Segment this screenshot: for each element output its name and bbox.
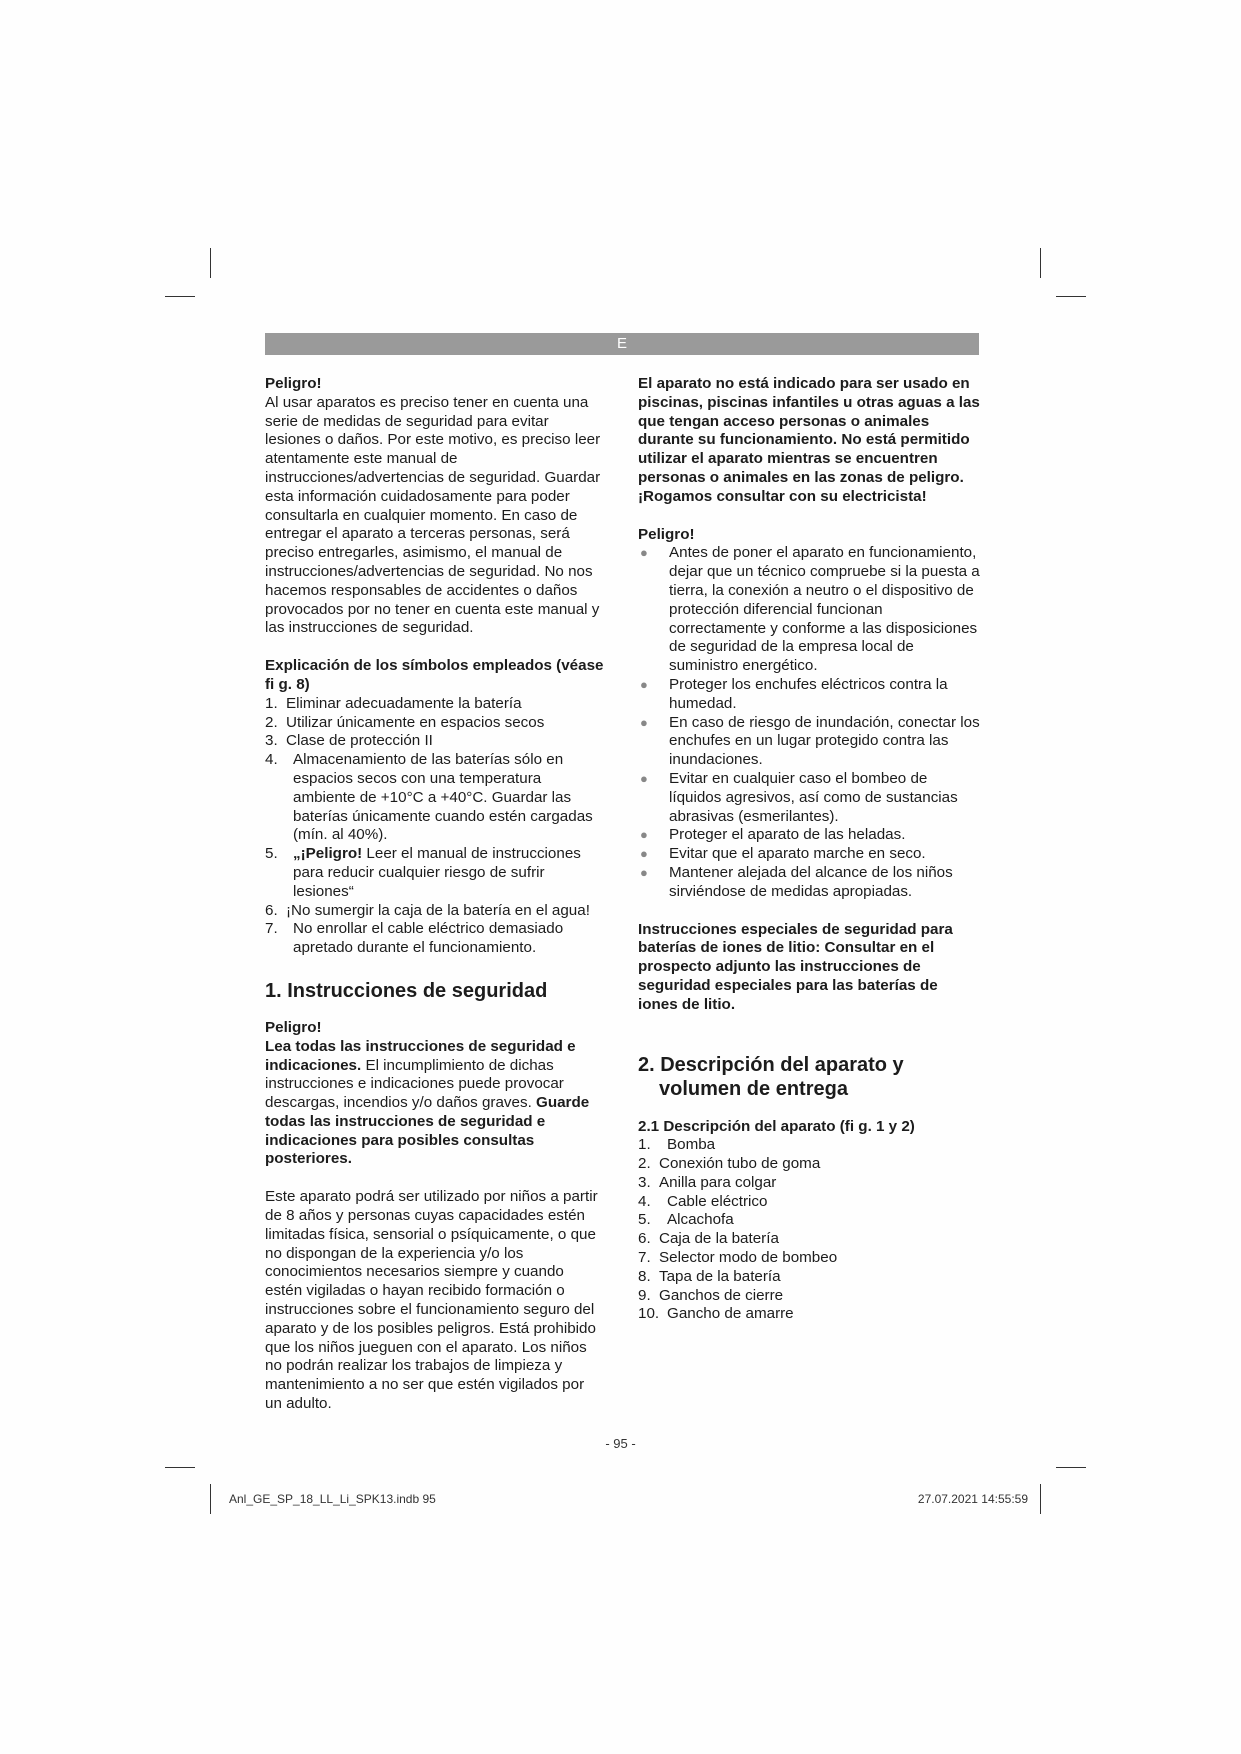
list-item: ● Mantener alejada del alcance de los niños sirviéndose de medidas apropiadas. [640,863,953,900]
peligro-heading-right: Peligro! [638,525,695,543]
section-2-title: 2. Descripción del aparato y volumen de entrega [638,1053,904,1100]
list-item: 8. Tapa de la batería [638,1267,781,1285]
list-item: 7. No enrollar el cable eléctrico demasiado apretado durante el funcionamiento. [265,920,564,957]
bullet-icon: ● [640,864,648,880]
intro-paragraph: Al usar aparatos es preciso tener en cuenta una serie de medidas de seguridad para evitar lesiones o daños. Por este motivo, es preciso leer atentamente este manual de instrucciones/advertencias de seguridad. Guardar esta información cuidadosamente para poder consultarla en cualquier momento. En caso de entregar el aparato a terceras personas, será preciso entregarles, asimismo, el manual de instrucciones/advertencias de seguridad. No nos hacemos responsables de accidentes o daños provocados por no tener en cuenta este manual y las instrucciones de seguridad. [265,393,601,637]
crop-mark [165,1467,195,1468]
language-header-bar [265,333,979,355]
crop-mark [1040,1484,1041,1514]
bullet-icon: ● [640,770,648,786]
list-item: 9. Ganchos de cierre [638,1286,784,1304]
list-item: 6. Caja de la batería [638,1230,779,1248]
list-item: ● Proteger los enchufes eléctricos contra la humedad. [640,675,948,712]
s1-warning-paragraph: Lea todas las instrucciones de seguridad e indicaciones. El incumplimiento de dichas instrucciones e indicaciones puede provocar descargas, incendios y/o daños graves. Guarde todas las instrucciones de seguridad e indicaciones para posibles consultas posteriores. [265,1037,590,1168]
symbols-heading: Explicación de los símbolos empleados (véase fi g. 8) [265,657,604,693]
crop-mark [1040,248,1041,278]
crop-mark [1056,1467,1086,1468]
page-number: - 95 - [605,1436,636,1451]
bullet-icon: ● [640,676,648,692]
crop-mark [210,1484,211,1514]
list-item: 3. Anilla para colgar [638,1173,777,1191]
list-item: 2. Utilizar únicamente en espacios secos [265,713,545,731]
list-item: ● En caso de riesgo de inundación, conectar los enchufes en un lugar protegido contra las inundaciones. [640,713,980,769]
bullet-icon: ● [640,545,648,561]
s1-peligro-heading: Peligro! [265,1018,322,1036]
children-paragraph: Este aparato podrá ser utilizado por niños a partir de 8 años y personas cuyas capacidades estén limitadas física, sensorial o psíquicamente, o que no dispongan de la experiencia y/o los conocimientos necesarios siempre y cuando estén vigiladas o hayan recibido formación o instrucciones sobre el funcionamiento seguro del aparato y de los posibles peligros. Está prohibido que los niños jueguen con el aparato. Los niños no podrán realizar los trabajos de limpieza y mantenimiento a no ser que estén vigilados por un adulto. [265,1188,598,1413]
symbols-list [265,695,605,958]
list-item: 1. Bomba [638,1136,716,1154]
pool-warning: El aparato no está indicado para ser usado en piscinas, piscinas infantiles u otras aguas a las que tengan acceso personas o animales durante su funcionamiento. No está permitido utilizar el aparato mientras se encuentren personas o animales en las zonas de peligro. ¡Rogamos consultar con su electricista! [638,375,980,505]
right-column [638,375,980,1324]
list-item: 1. Eliminar adecuadamente la batería [265,694,522,712]
list-item: ● Antes de poner el aparato en funcionamiento, dejar que un técnico compruebe si la puesta a tierra, la conexión a neutro o el dispositivo de protección diferencial funcionan correctamente y conforme a las disposiciones de seguridad de la empresa local de suministro energético. [640,544,980,675]
list-item: 4. Cable eléctrico [638,1192,768,1210]
crop-mark [165,296,195,297]
list-item: ● Proteger el aparato de las heladas. [640,826,906,844]
safety-bullet-list [638,544,980,901]
list-item: ● Evitar en cualquier caso el bombeo de líquidos agresivos, así como de sustancias abrasivas (esmerilantes). [640,769,958,825]
parts-list [638,1136,980,1324]
crop-mark [1056,296,1086,297]
list-item: 5. „¡Peligro! Leer el manual de instrucciones para reducir cualquier riesgo de sufrir lesiones“ [265,845,581,900]
file-name: Anl_GE_SP_18_LL_Li_SPK13.indb 95 [229,1492,436,1506]
peligro-heading: Peligro! [265,375,322,392]
list-item: ● Evitar que el aparato marche en seco. [640,845,926,863]
list-item: 3. Clase de protección II [265,732,433,750]
language-code: E [616,335,627,352]
print-datetime: 27.07.2021 14:55:59 [917,1492,1028,1506]
bullet-icon: ● [640,714,648,730]
bullet-icon: ● [640,846,648,862]
list-item: 10. Gancho de amarre [638,1305,794,1323]
bullet-icon: ● [640,827,648,843]
section-1-title: 1. Instrucciones de seguridad [265,979,548,1002]
crop-mark [210,248,211,278]
list-item: 7. Selector modo de bombeo [638,1249,838,1267]
list-item: 2. Conexión tubo de goma [638,1155,821,1173]
lithium-instructions: Instrucciones especiales de seguridad para baterías de iones de litio: Consultar en el prospecto adjunto las instrucciones de seguridad especiales para las baterías de iones de litio. [638,920,953,1013]
left-column [265,375,605,1414]
s21-heading: 2.1 Descripción del aparato (fi g. 1 y 2) [638,1117,915,1135]
list-item: 6. ¡No sumergir la caja de la batería en el agua! [265,901,590,919]
list-item: 4. Almacenamiento de las baterías sólo en espacios secos con una temperatura ambiente de +10°C a +40°C. Guardar las baterías únicamente cuando estén cargadas (mín. al 40%). [265,751,593,844]
list-item: 5. Alcachofa [638,1211,734,1229]
